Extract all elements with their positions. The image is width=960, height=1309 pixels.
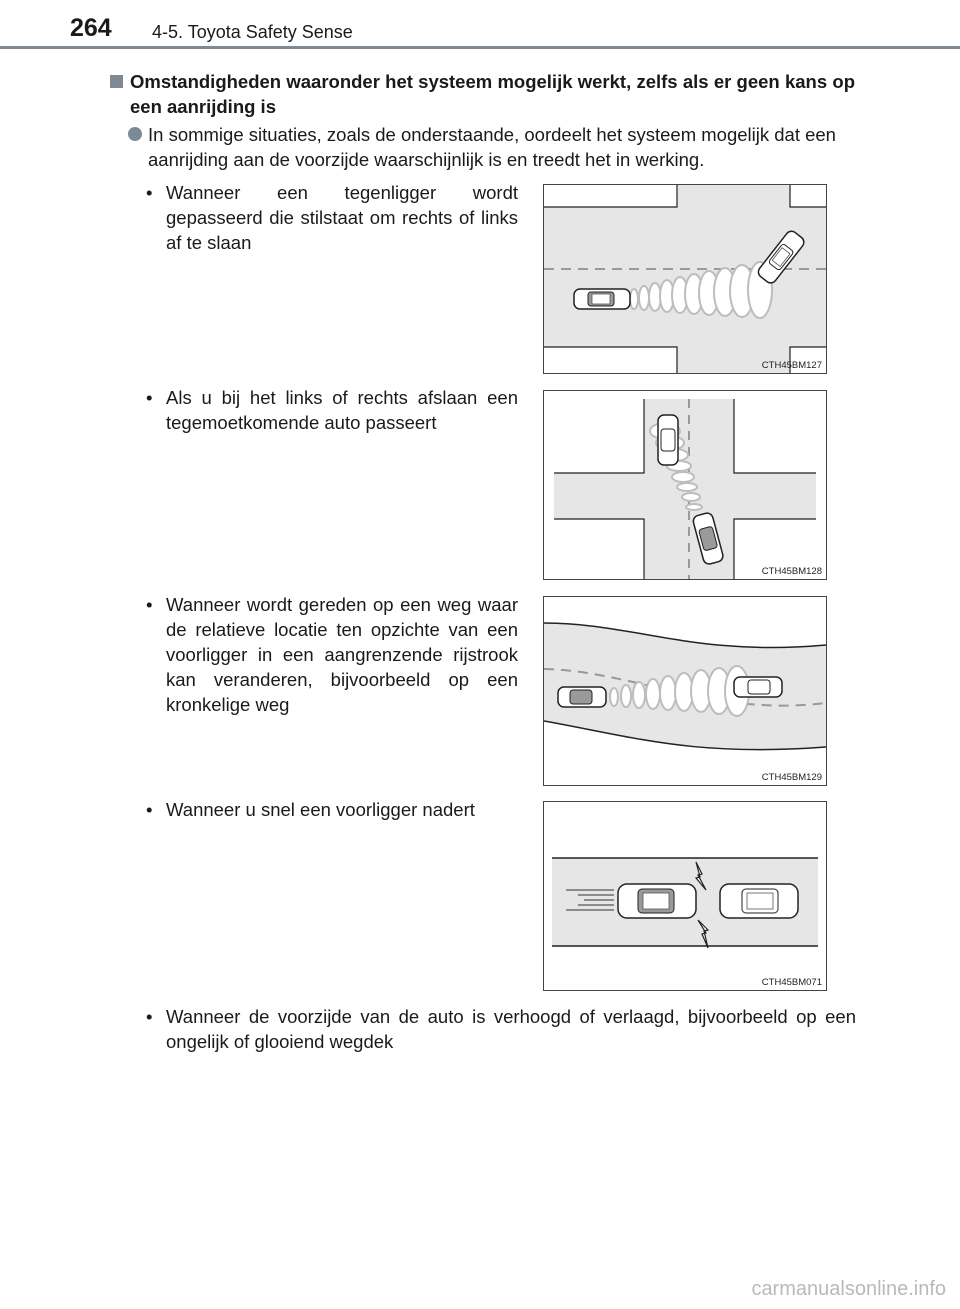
section-title: 4-5. Toyota Safety Sense (152, 22, 353, 42)
header-divider (0, 46, 960, 49)
figure-code: CTH45BM128 (761, 566, 822, 577)
page-header (0, 0, 960, 52)
list-item-text: Wanneer wordt gereden op een weg waar de relatieve locatie ten opzichte van een voorligger in een aangrenzende rijstrook kan veranderen, bijvoorbeeld op een kronkelige weg (166, 594, 518, 715)
car-turning-intersection-illustration (544, 391, 826, 579)
intro-paragraph (128, 122, 856, 172)
list-item-text: Wanneer een tegenligger wordt gepasseerd die stilstaat om rechts of links af te slaan (166, 182, 518, 253)
list-item (146, 385, 518, 435)
figure-1 (543, 184, 827, 374)
bullet-marker: • (146, 799, 153, 820)
subsection-heading-text: Omstandigheden waaronder het systeem mogelijk werkt, zelfs als er geen kans op een aanrijding is (130, 71, 855, 117)
list-item (146, 592, 518, 717)
figure-2 (543, 390, 827, 580)
bullet-marker: • (146, 387, 153, 408)
figure-code: CTH45BM127 (761, 360, 822, 371)
list-item (146, 797, 518, 822)
figure-code: CTH45BM071 (761, 977, 822, 988)
bullet-marker: • (146, 1006, 153, 1027)
figure-3 (543, 596, 827, 786)
list-item-text: Wanneer de voorzijde van de auto is verhoogd of verlaagd, bijvoorbeeld op een ongelijk of glooiend wegdek (166, 1006, 856, 1052)
list-item-text: Als u bij het links of rechts afslaan een tegemoetkomende auto passeert (166, 387, 518, 433)
square-bullet-icon (110, 75, 123, 88)
watermark: carmanualsonline.info (751, 1278, 946, 1300)
intro-text: In sommige situaties, zoals de onderstaande, oordeelt het systeem mogelijk dat een aanrijding aan de voorzijde waarschijnlijk is en treedt het in werking. (148, 124, 836, 170)
figure-4 (543, 801, 827, 991)
car-passing-turning-oncoming-illustration (544, 185, 826, 373)
car-approaching-vehicle-illustration (544, 802, 826, 990)
circle-bullet-icon (128, 127, 142, 141)
subsection-heading (110, 69, 855, 119)
figure-code: CTH45BM129 (761, 772, 822, 783)
bullet-marker: • (146, 182, 153, 203)
page-number: 264 (70, 14, 112, 42)
list-item-text: Wanneer u snel een voorligger nadert (166, 799, 475, 820)
list-item (146, 180, 518, 255)
bullet-marker: • (146, 594, 153, 615)
list-item (146, 1004, 856, 1054)
car-curved-road-illustration (544, 597, 826, 785)
